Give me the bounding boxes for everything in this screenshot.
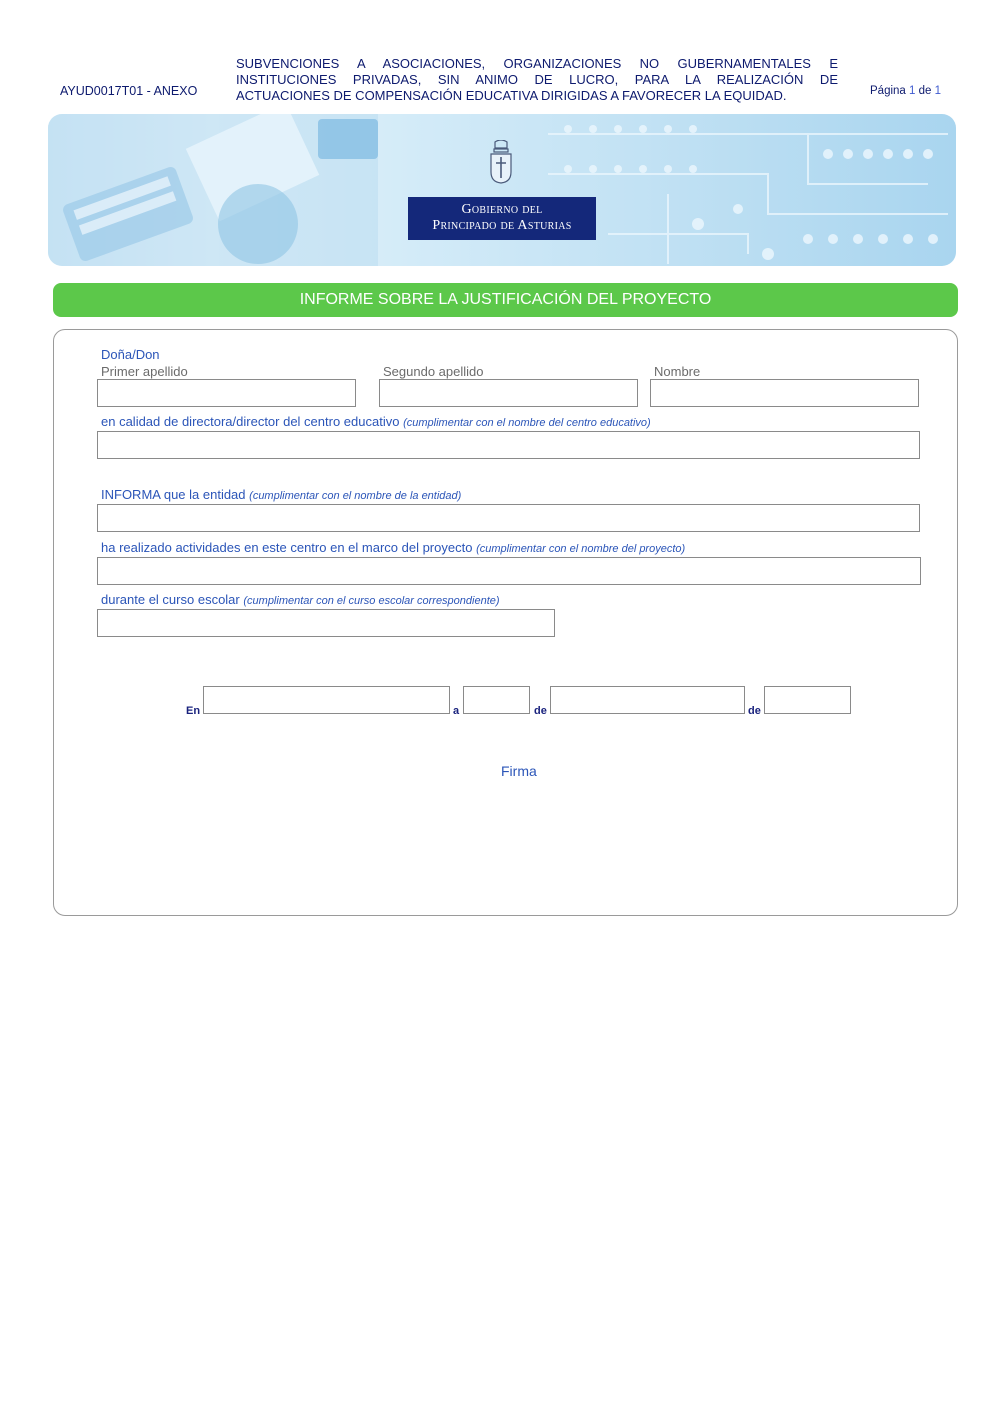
title-line-2: INSTITUCIONES PRIVADAS, SIN ANIMO DE LUCRO, PARA LA REALIZACIÓN DE (236, 72, 838, 87)
a-label: a (453, 705, 460, 717)
calidad-hint: (cumplimentar con el nombre del centro educativo) (403, 417, 651, 429)
curso-label (101, 592, 500, 607)
segundo-apellido-label: Segundo apellido (383, 364, 484, 379)
primer-apellido-input[interactable] (97, 379, 356, 407)
nombre-label: Nombre (654, 364, 701, 379)
informa-text: INFORMA que la entidad (101, 487, 246, 502)
header-banner (48, 114, 956, 266)
title-line-3: ACTUACIONES DE COMPENSACIÓN EDUCATIVA DIRIGIDAS A FAVORECER LA EQUIDAD. (236, 88, 787, 103)
mes-input[interactable] (550, 686, 745, 714)
lugar-input[interactable] (203, 686, 450, 714)
dona-don-label: Doña/Don (101, 347, 160, 362)
calidad-label (101, 414, 651, 429)
page-current: 1 (909, 85, 916, 97)
informa-hint: (cumplimentar con el nombre de la entidad) (249, 490, 462, 502)
curso-escolar-input[interactable] (97, 609, 555, 637)
coat-of-arms-icon (489, 140, 513, 184)
document-code: AYUD0017T01 - ANEXO (60, 84, 198, 98)
page-indicator (870, 85, 941, 97)
primer-apellido-label: Primer apellido (101, 364, 188, 379)
section-title: INFORME SOBRE LA JUSTIFICACIÓN DEL PROYECTO (53, 283, 958, 317)
centro-educativo-input[interactable] (97, 431, 920, 459)
title-line-1: SUBVENCIONES A ASOCIACIONES, ORGANIZACIONES NO GUBERNAMENTALES E (236, 56, 838, 71)
curso-text: durante el curso escolar (101, 592, 240, 607)
proyecto-input[interactable] (97, 557, 921, 585)
firma-label: Firma (501, 763, 537, 779)
logo-line-2: Principado de Asturias (432, 218, 572, 233)
actividades-hint: (cumplimentar con el nombre del proyecto) (476, 543, 686, 555)
informa-label (101, 487, 461, 502)
de-label-1: de (534, 705, 547, 717)
segundo-apellido-input[interactable] (379, 379, 638, 407)
curso-hint: (cumplimentar con el curso escolar correspondiente) (243, 595, 500, 607)
banner-artwork (48, 114, 956, 266)
entidad-input[interactable] (97, 504, 920, 532)
government-logo (408, 197, 596, 240)
logo-line-1: Gobierno del (461, 202, 543, 217)
de-label-2: de (748, 705, 761, 717)
nombre-input[interactable] (650, 379, 919, 407)
page-total: 1 (934, 85, 942, 97)
dia-input[interactable] (463, 686, 530, 714)
document-title (236, 56, 838, 104)
calidad-text: en calidad de directora/director del centro educativo (101, 414, 400, 429)
page-of: de (918, 85, 932, 97)
page-label: Página (870, 85, 906, 97)
actividades-text: ha realizado actividades en este centro en el marco del proyecto (101, 540, 473, 555)
en-label: En (186, 705, 201, 717)
anio-input[interactable] (764, 686, 851, 714)
actividades-label (101, 540, 685, 555)
